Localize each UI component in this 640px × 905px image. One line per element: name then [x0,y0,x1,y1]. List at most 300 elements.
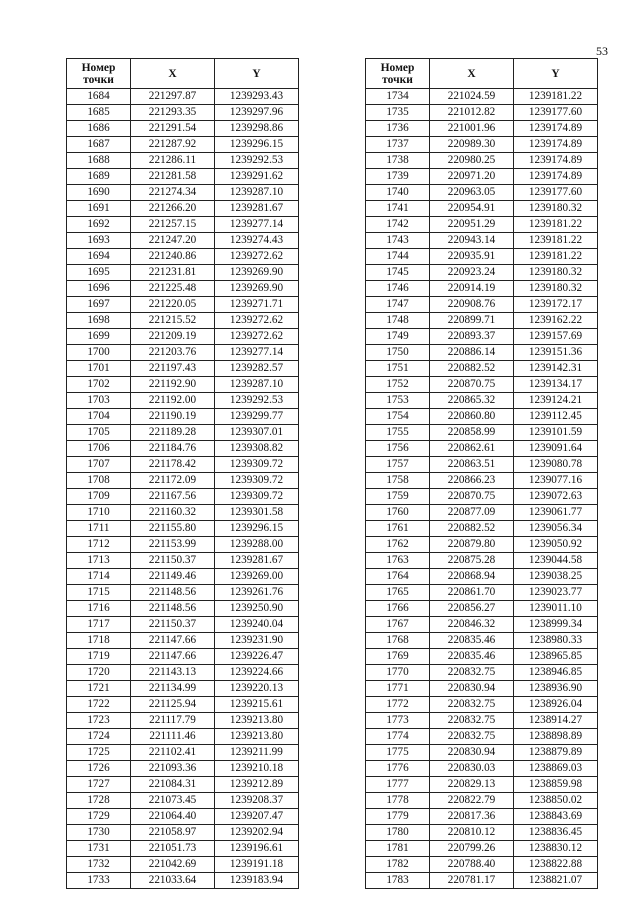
table-row [366,617,598,633]
cell-x: 221024.59 [430,89,514,105]
table-row [67,89,299,105]
table-header-row [366,59,598,89]
cell-x: 220832.75 [430,665,514,681]
cell-x: 220835.46 [430,649,514,665]
cell-point-number: 1768 [366,633,430,649]
table-row [366,393,598,409]
cell-point-number: 1733 [67,873,131,889]
cell-y: 1239240.04 [215,617,299,633]
cell-point-number: 1774 [366,729,430,745]
cell-y: 1239296.15 [215,137,299,153]
cell-point-number: 1722 [67,697,131,713]
cell-point-number: 1718 [67,633,131,649]
table-body [366,89,598,889]
cell-x: 221220.05 [131,297,215,313]
table-row [366,601,598,617]
table-row [366,313,598,329]
cell-x: 221291.54 [131,121,215,137]
table-row [67,745,299,761]
table-row [67,489,299,505]
cell-point-number: 1758 [366,473,430,489]
table-row [366,857,598,873]
cell-x: 220856.27 [430,601,514,617]
table-row [67,521,299,537]
cell-point-number: 1709 [67,489,131,505]
table-row [366,377,598,393]
cell-x: 221178.42 [131,457,215,473]
cell-point-number: 1700 [67,345,131,361]
cell-x: 221184.76 [131,441,215,457]
cell-point-number: 1781 [366,841,430,857]
cell-y: 1239023.77 [514,585,598,601]
table-row [67,281,299,297]
cell-y: 1239142.31 [514,361,598,377]
cell-y: 1239180.32 [514,265,598,281]
cell-point-number: 1770 [366,665,430,681]
cell-x: 221203.76 [131,345,215,361]
table-row [67,201,299,217]
cell-point-number: 1761 [366,521,430,537]
table-row [67,585,299,601]
cell-point-number: 1697 [67,297,131,313]
cell-point-number: 1778 [366,793,430,809]
cell-y: 1239277.14 [215,217,299,233]
table-row [366,777,598,793]
cell-point-number: 1736 [366,121,430,137]
table-row [67,169,299,185]
cell-x: 221297.87 [131,89,215,105]
cell-y: 1239091.64 [514,441,598,457]
cell-x: 221117.79 [131,713,215,729]
cell-x: 220846.32 [430,617,514,633]
table-row [67,617,299,633]
cell-point-number: 1687 [67,137,131,153]
cell-x: 221209.19 [131,329,215,345]
table-row [67,777,299,793]
table-row [366,713,598,729]
table-row [366,329,598,345]
cell-y: 1239162.22 [514,313,598,329]
cell-x: 221274.34 [131,185,215,201]
table-row [67,185,299,201]
cell-x: 221257.15 [131,217,215,233]
cell-x: 220866.23 [430,473,514,489]
cell-x: 221147.66 [131,633,215,649]
table-row [67,873,299,889]
cell-point-number: 1757 [366,457,430,473]
table-row [366,281,598,297]
table-row [67,633,299,649]
table-row [366,185,598,201]
cell-point-number: 1751 [366,361,430,377]
cell-x: 220989.30 [430,137,514,153]
cell-x: 221215.52 [131,313,215,329]
cell-x: 220935.91 [430,249,514,265]
cell-point-number: 1773 [366,713,430,729]
cell-x: 220877.09 [430,505,514,521]
cell-point-number: 1712 [67,537,131,553]
table-row [67,105,299,121]
cell-y: 1239261.76 [215,585,299,601]
cell-y: 1239269.90 [215,281,299,297]
table-row [366,553,598,569]
cell-y: 1239191.18 [215,857,299,873]
cell-y: 1239212.89 [215,777,299,793]
table-row [67,697,299,713]
cell-x: 221266.20 [131,201,215,217]
cell-y: 1239282.57 [215,361,299,377]
cell-x: 221293.35 [131,105,215,121]
cell-point-number: 1775 [366,745,430,761]
cell-x: 220835.46 [430,633,514,649]
table-row [67,729,299,745]
cell-point-number: 1752 [366,377,430,393]
header-x: X [131,59,215,89]
table-row [67,569,299,585]
cell-point-number: 1692 [67,217,131,233]
cell-x: 220832.75 [430,713,514,729]
cell-y: 1239181.22 [514,233,598,249]
cell-y: 1239180.32 [514,281,598,297]
table-row [67,121,299,137]
cell-x: 221051.73 [131,841,215,857]
cell-point-number: 1746 [366,281,430,297]
cell-x: 221064.40 [131,809,215,825]
cell-x: 221286.11 [131,153,215,169]
cell-y: 1239292.53 [215,153,299,169]
cell-point-number: 1725 [67,745,131,761]
cell-x: 220865.32 [430,393,514,409]
cell-x: 221155.80 [131,521,215,537]
cell-point-number: 1704 [67,409,131,425]
cell-y: 1239181.22 [514,217,598,233]
table-row [67,553,299,569]
table-row [366,537,598,553]
cell-y: 1239224.66 [215,665,299,681]
table-row [67,681,299,697]
cell-y: 1239056.34 [514,521,598,537]
cell-x: 221001.96 [430,121,514,137]
cell-point-number: 1732 [67,857,131,873]
cell-point-number: 1740 [366,185,430,201]
cell-point-number: 1716 [67,601,131,617]
table-row [67,713,299,729]
cell-y: 1239301.58 [215,505,299,521]
table-row [366,665,598,681]
cell-point-number: 1743 [366,233,430,249]
cell-x: 221192.90 [131,377,215,393]
cell-y: 1239207.47 [215,809,299,825]
cell-y: 1239298.86 [215,121,299,137]
table-row [67,153,299,169]
table-row [366,489,598,505]
cell-y: 1239177.60 [514,105,598,121]
cell-x: 220799.26 [430,841,514,857]
cell-y: 1239174.89 [514,169,598,185]
header-y: Y [514,59,598,89]
cell-x: 221148.56 [131,601,215,617]
table-row [366,729,598,745]
table-body [67,89,299,889]
cell-x: 220830.94 [430,745,514,761]
cell-point-number: 1734 [366,89,430,105]
cell-y: 1239134.17 [514,377,598,393]
cell-y: 1238830.12 [514,841,598,857]
table-row [366,153,598,169]
cell-point-number: 1717 [67,617,131,633]
cell-point-number: 1721 [67,681,131,697]
table-row [67,793,299,809]
cell-y: 1239308.82 [215,441,299,457]
cell-y: 1238850.02 [514,793,598,809]
table-row [67,601,299,617]
table-row [366,409,598,425]
table-row [366,457,598,473]
table-row [67,217,299,233]
cell-x: 220886.14 [430,345,514,361]
cell-y: 1239277.14 [215,345,299,361]
cell-y: 1238965.85 [514,649,598,665]
cell-point-number: 1720 [67,665,131,681]
cell-y: 1239050.92 [514,537,598,553]
cell-x: 220914.19 [430,281,514,297]
cell-point-number: 1750 [366,345,430,361]
cell-x: 220954.91 [430,201,514,217]
table-row [366,633,598,649]
table-row [67,809,299,825]
cell-y: 1239269.00 [215,569,299,585]
cell-point-number: 1714 [67,569,131,585]
table-row [366,89,598,105]
cell-point-number: 1685 [67,105,131,121]
cell-y: 1239172.17 [514,297,598,313]
cell-y: 1238879.89 [514,745,598,761]
cell-x: 221073.45 [131,793,215,809]
cell-x: 220810.12 [430,825,514,841]
cell-x: 220863.51 [430,457,514,473]
cell-x: 221134.99 [131,681,215,697]
table-row [366,137,598,153]
table-row [366,681,598,697]
cell-y: 1239077.16 [514,473,598,489]
table-row [366,121,598,137]
header-x: X [430,59,514,89]
cell-point-number: 1745 [366,265,430,281]
cell-x: 221058.97 [131,825,215,841]
coordinates-table-left [66,58,299,889]
table-row [67,473,299,489]
table-row [67,649,299,665]
cell-y: 1239297.96 [215,105,299,121]
table-row [67,329,299,345]
cell-y: 1239112.45 [514,409,598,425]
cell-point-number: 1731 [67,841,131,857]
table-row [67,425,299,441]
cell-x: 221189.28 [131,425,215,441]
cell-point-number: 1689 [67,169,131,185]
cell-x: 220893.37 [430,329,514,345]
cell-x: 220788.40 [430,857,514,873]
cell-y: 1239202.94 [215,825,299,841]
table-row [366,649,598,665]
cell-x: 221111.46 [131,729,215,745]
cell-y: 1239309.72 [215,489,299,505]
cell-point-number: 1782 [366,857,430,873]
cell-y: 1239072.63 [514,489,598,505]
cell-x: 220951.29 [430,217,514,233]
cell-point-number: 1737 [366,137,430,153]
cell-x: 221160.32 [131,505,215,521]
table-row [366,585,598,601]
cell-x: 221190.19 [131,409,215,425]
cell-x: 221084.31 [131,777,215,793]
cell-x: 221102.41 [131,745,215,761]
cell-point-number: 1694 [67,249,131,265]
cell-point-number: 1780 [366,825,430,841]
cell-y: 1239281.67 [215,553,299,569]
table-row [67,361,299,377]
cell-y: 1239272.62 [215,249,299,265]
cell-point-number: 1779 [366,809,430,825]
cell-point-number: 1764 [366,569,430,585]
cell-y: 1239181.22 [514,249,598,265]
cell-x: 220980.25 [430,153,514,169]
cell-x: 221197.43 [131,361,215,377]
cell-x: 221147.66 [131,649,215,665]
cell-y: 1238869.03 [514,761,598,777]
table-row [366,169,598,185]
table-row [67,393,299,409]
table-row [67,313,299,329]
cell-y: 1239177.60 [514,185,598,201]
table-row [366,249,598,265]
cell-x: 220861.70 [430,585,514,601]
cell-point-number: 1698 [67,313,131,329]
cell-x: 221125.94 [131,697,215,713]
cell-x: 220832.75 [430,729,514,745]
cell-point-number: 1777 [366,777,430,793]
cell-y: 1239215.61 [215,697,299,713]
cell-point-number: 1719 [67,649,131,665]
cell-x: 220923.24 [430,265,514,281]
cell-x: 220860.80 [430,409,514,425]
cell-point-number: 1728 [67,793,131,809]
cell-point-number: 1747 [366,297,430,313]
cell-x: 220830.94 [430,681,514,697]
cell-x: 220822.79 [430,793,514,809]
cell-x: 221172.09 [131,473,215,489]
cell-y: 1238859.98 [514,777,598,793]
cell-x: 221150.37 [131,617,215,633]
table-row [366,345,598,361]
cell-point-number: 1688 [67,153,131,169]
cell-x: 220875.28 [430,553,514,569]
cell-point-number: 1762 [366,537,430,553]
cell-point-number: 1748 [366,313,430,329]
cell-y: 1239287.10 [215,185,299,201]
cell-x: 221281.58 [131,169,215,185]
table-row [366,745,598,761]
table-row [366,201,598,217]
table-row [366,297,598,313]
table-header-row [67,59,299,89]
cell-y: 1239220.13 [215,681,299,697]
coordinates-table-right [365,58,598,889]
cell-point-number: 1707 [67,457,131,473]
cell-point-number: 1711 [67,521,131,537]
cell-x: 221225.48 [131,281,215,297]
cell-x: 220781.17 [430,873,514,889]
table-row [67,825,299,841]
table-row [67,409,299,425]
cell-point-number: 1763 [366,553,430,569]
table-row [366,793,598,809]
cell-x: 220963.05 [430,185,514,201]
cell-point-number: 1708 [67,473,131,489]
cell-x: 221042.69 [131,857,215,873]
cell-y: 1238936.90 [514,681,598,697]
table-row [366,265,598,281]
cell-point-number: 1755 [366,425,430,441]
cell-point-number: 1741 [366,201,430,217]
cell-point-number: 1726 [67,761,131,777]
table-row [67,233,299,249]
cell-point-number: 1744 [366,249,430,265]
cell-x: 221240.86 [131,249,215,265]
cell-x: 220832.75 [430,697,514,713]
table-row [366,761,598,777]
cell-point-number: 1696 [67,281,131,297]
cell-x: 220830.03 [430,761,514,777]
table-row [67,505,299,521]
cell-x: 221287.92 [131,137,215,153]
cell-y: 1239287.10 [215,377,299,393]
table-row [366,873,598,889]
cell-y: 1239250.90 [215,601,299,617]
cell-x: 220908.76 [430,297,514,313]
table-row [366,425,598,441]
cell-x: 220971.20 [430,169,514,185]
table-row [67,377,299,393]
cell-y: 1239226.47 [215,649,299,665]
table-row [67,441,299,457]
header-point-number: Номер точки [366,59,430,89]
cell-y: 1239272.62 [215,329,299,345]
cell-y: 1239011.10 [514,601,598,617]
table-row [366,361,598,377]
cell-point-number: 1742 [366,217,430,233]
cell-point-number: 1735 [366,105,430,121]
cell-x: 221033.64 [131,873,215,889]
cell-y: 1239080.78 [514,457,598,473]
cell-y: 1238926.04 [514,697,598,713]
cell-point-number: 1701 [67,361,131,377]
cell-point-number: 1729 [67,809,131,825]
header-y: Y [215,59,299,89]
cell-y: 1239180.32 [514,201,598,217]
table-row [67,537,299,553]
cell-x: 221167.56 [131,489,215,505]
table-row [366,841,598,857]
cell-point-number: 1702 [67,377,131,393]
cell-y: 1238898.89 [514,729,598,745]
table-row [67,665,299,681]
cell-point-number: 1691 [67,201,131,217]
table-row [366,441,598,457]
cell-x: 221192.00 [131,393,215,409]
cell-point-number: 1739 [366,169,430,185]
cell-y: 1239061.77 [514,505,598,521]
